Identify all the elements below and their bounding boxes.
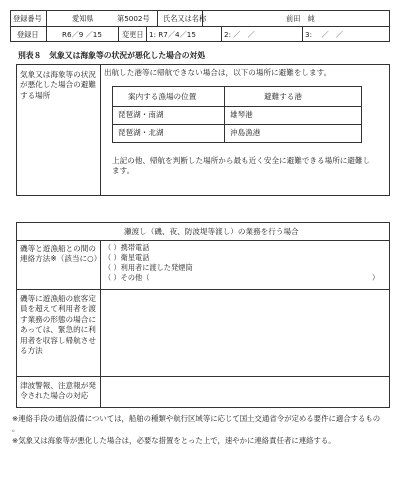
evacuation-outro: 上記の他、帰航を判断した場所から最も近く安全に避難できる場所に避難します。 xyxy=(112,156,371,176)
change-date-2: 2: ／ ／ xyxy=(224,30,255,39)
port-row-2: 沖島漁港 xyxy=(230,128,261,137)
fishing-row-1: 琵琶湖・南湖 xyxy=(118,110,164,119)
change-date-label: 変更日 xyxy=(122,30,144,39)
ports-table-divider xyxy=(224,86,225,143)
option-satellite-phone[interactable]: （ ）衛星電話 xyxy=(104,253,150,262)
tsunami-response-label: 津波警報、注意報が発令された場合の対応 xyxy=(20,381,96,401)
header-col-3 xyxy=(118,26,119,42)
option-mobile-phone[interactable]: （ ）携帯電話 xyxy=(104,243,150,252)
ferry-title: 瀬渡し（磯、夜、防波堤等渡し）の業務を行う場合 xyxy=(124,227,299,236)
port-row-1: 雄琴港 xyxy=(230,110,253,119)
ferry-title-divider xyxy=(16,240,390,241)
change-date-1: 1: R7／4／15 xyxy=(149,30,196,39)
fishing-row-2: 琵琶湖・北湖 xyxy=(118,128,164,137)
option-other[interactable]: （ ）その他（ xyxy=(104,273,150,282)
ferry-row-divider-1 xyxy=(16,289,390,290)
evacuation-intro: 出航した港等に帰航できない場合は，以下の場所に避難をします。 xyxy=(104,68,332,77)
header-col-7 xyxy=(302,26,303,42)
header-divider xyxy=(10,26,390,27)
option-other-close: ） xyxy=(372,273,380,282)
col-port-header: 避難する港 xyxy=(264,92,302,101)
section8-divider xyxy=(100,64,101,196)
ferry-col-divider xyxy=(100,240,101,408)
header-col-2 xyxy=(157,10,158,26)
name-value: 前田 純 xyxy=(286,14,315,23)
reg-prefecture: 愛知県 xyxy=(72,14,94,23)
option-smoke-signal[interactable]: （ ）利用者に渡した発煙筒 xyxy=(104,263,193,272)
change-date-3: 3: ／ ／ xyxy=(305,30,344,39)
reg-number-label: 登録番号 xyxy=(13,14,42,23)
header-col-1 xyxy=(46,10,47,42)
reg-number: 第5002号 xyxy=(117,14,150,23)
note-weather: ※気象又は海象等が悪化した場合は，必要な措置をとった上で，速やかに連絡責任者に連絡する。 xyxy=(12,436,336,445)
section8-title: 別表８ 気象又は海象等の状況が悪化した場合の対処 xyxy=(18,51,206,60)
rescue-method-label: 磯等に遊漁船の旅客定員を超えて利用者を渡す業務の形態の場合にあっては、緊急的に利用者を収容し帰航させる方法 xyxy=(20,294,96,356)
reg-date: R6／9 ／15 xyxy=(62,30,102,39)
header-col-6 xyxy=(221,26,222,42)
col-fishing-header: 案内する漁場の位置 xyxy=(128,92,197,101)
ports-table-row-1 xyxy=(112,106,362,107)
header-col-4 xyxy=(146,26,147,42)
reg-date-label: 登録日 xyxy=(17,30,39,39)
contact-method-label: 磯等と遊漁船との間の連絡方法※（該当に○） xyxy=(20,244,102,264)
note-communication: ※連絡手段の通信設備については，船舶の種類や航行区域等に応じて国土交通省令が定める要件に適合するもの 。 xyxy=(12,414,381,433)
evacuation-place-label: 気象又は海象等の状況が悪化した場合の避難する場所 xyxy=(20,70,96,100)
ferry-row-divider-2 xyxy=(16,376,390,377)
ports-table-row-2 xyxy=(112,124,362,125)
name-label: 氏名又は名称 xyxy=(163,14,207,23)
